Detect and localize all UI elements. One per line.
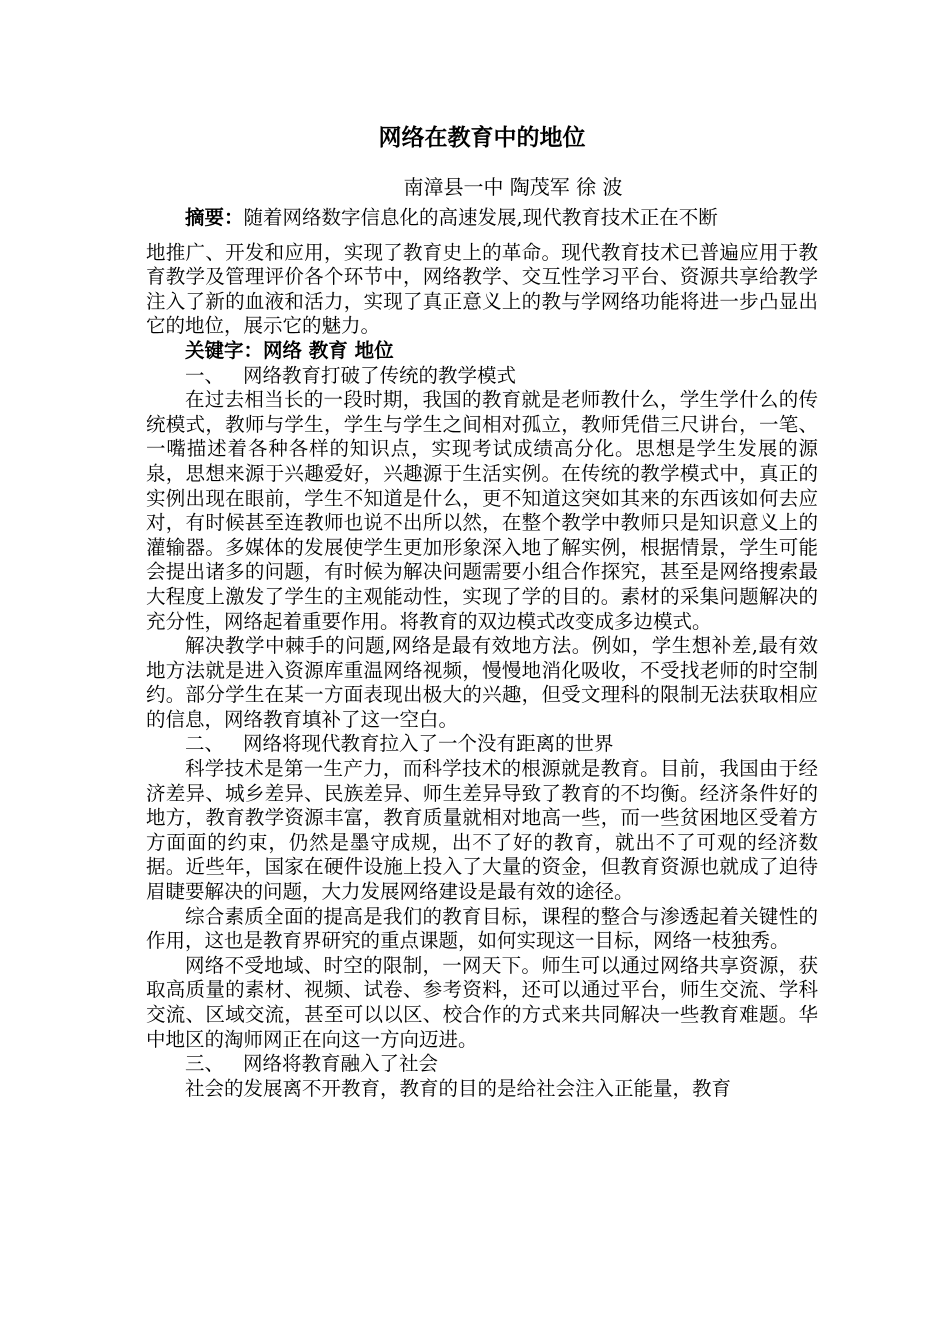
paragraph: 科学技术是第一生产力，而科学技术的根源就是教育。目前，我国由于经济差异、城乡差异、民族差异、师生差异导致了教育的不均衡。经济条件好的地方，教育教学资源丰富，教育质量就相对地高一些，而一些贫困地区受着方方面面的约束，仍然是墨守成规，出不了好的教育，就出不了可观的经济数据。近些年，国家在硬件设施上投入了大量的资金，但教育资源也就成了迫待眉睫要解决的问题，大力发展网络建设是最有效的途径。	[146, 757, 818, 904]
document-title: 网络在教育中的地位	[378, 125, 586, 151]
abstract-body: 地推广、开发和应用，实现了教育史上的革命。现代教育技术已普遍应用于教育教学及管理评价各个环节中，网络教学、交互性学习平台、资源共享给教学注入了新的血液和活力，实现了真正意义上的教与学网络功能将进一步凸显出它的地位，展示它的魅力。	[146, 240, 818, 338]
document-authors: 南漳县一中 陶茂军 徐 波	[403, 175, 623, 199]
section-heading-3	[146, 1052, 818, 1077]
document-page	[146, 118, 818, 1101]
keywords: 关键字：网络 教育 地位	[185, 338, 394, 362]
abstract-first-line	[146, 206, 818, 231]
section-title: 网络将教育融入了社会	[243, 1052, 439, 1076]
section-title: 网络将现代教育拉入了一个没有距离的世界	[243, 732, 614, 756]
section-heading-2	[146, 732, 818, 757]
section-number: 一、	[185, 363, 225, 387]
paragraph: 社会的发展离不开教育，教育的目的是给社会注入正能量，教育	[185, 1076, 732, 1100]
section-title: 网络教育打破了传统的教学模式	[243, 363, 517, 387]
paragraph: 解决教学中棘手的问题,网络是最有效地方法。例如，学生想补差,最有效地方法就是进入资源库重温网络视频，慢慢地消化吸收，不受找老师的时空制约。部分学生在某一方面表现出极大的兴趣，但受文理科的限制无法获取相应的信息，网络教育填补了这一空白。	[146, 634, 818, 731]
abstract-first-text: 随着网络数字信息化的高速发展,现代教育技术正在不断	[243, 206, 718, 229]
abstract-label: 摘要：	[185, 206, 244, 229]
paragraph: 网络不受地域、时空的限制，一网天下。师生可以通过网络共享资源，获取高质量的素材、视频、试卷、参考资料，还可以通过平台，师生交流、学科交流、区域交流，甚至可以以区、校合作的方式来共同解决一些教育难题。华中地区的淘师网正在向这一方向迈进。	[146, 953, 818, 1051]
paragraph: 综合素质全面的提高是我们的教育目标，课程的整合与渗透起着关键性的作用，这也是教育界研究的重点课题，如何实现这一目标，网络一枝独秀。	[146, 904, 818, 953]
paragraph: 在过去相当长的一段时期，我国的教育就是老师教什么，学生学什么的传统模式，教师与学生，学生与学生之间相对孤立，教师凭借三尺讲台，一笔、一嘴描述着各种各样的知识点，实现考试成绩高分化。思想是学生发展的源泉，思想来源于兴趣爱好，兴趣源于生活实例。在传统的教学模式中，真正的实例出现在眼前，学生不知道是什么，更不知道这突如其来的东西该如何去应对，有时候甚至连教师也说不出所以然，在整个教学中教师只是知识意义上的灌输器。多媒体的发展使学生更加形象深入地了解实例，根据情景，学生可能会提出诸多的问题，有时候为解决问题需要小组合作探究，甚至是网络搜索最大程度上激发了学生的主观能动性，实现了学的目的。素材的采集问题解决的充分性，网络起着重要作用。将教育的双边模式改变成多边模式。	[146, 388, 818, 633]
section-number: 二、	[185, 732, 225, 756]
section-number: 三、	[185, 1052, 225, 1076]
section-heading-1	[146, 364, 818, 389]
